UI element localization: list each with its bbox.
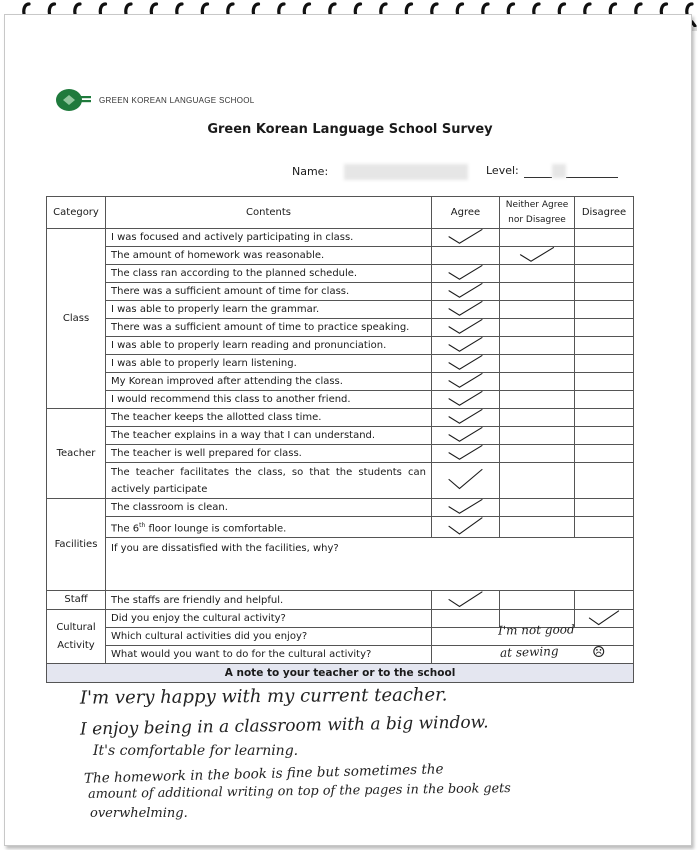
agree-cell[interactable] — [432, 319, 500, 337]
disagree-cell[interactable] — [575, 445, 634, 463]
logo-text: GREEN KOREAN LANGUAGE SCHOOL — [99, 95, 255, 105]
name-label: Name: — [292, 165, 329, 178]
neither-cell[interactable] — [500, 301, 575, 319]
neither-cell[interactable] — [500, 499, 575, 517]
row-text: The staffs are friendly and helpful. — [106, 591, 432, 610]
disagree-cell[interactable] — [575, 591, 634, 610]
disagree-cell[interactable] — [575, 517, 634, 538]
row-text: I was able to properly learn reading and pronunciation. — [106, 337, 432, 355]
neither-cell[interactable] — [500, 463, 575, 499]
category-class: Class — [47, 229, 106, 409]
level-field[interactable] — [486, 164, 618, 178]
row-text: The teacher is well prepared for class. — [106, 445, 432, 463]
disagree-cell[interactable] — [575, 283, 634, 301]
row-text: The amount of homework was reasonable. — [106, 247, 432, 265]
level-label: Level: — [486, 164, 519, 177]
note-line-4: The homework in the book is fine but sometimes the — [83, 761, 444, 787]
row-text: The 6th floor lounge is comfortable. — [106, 517, 432, 538]
row-text: Did you enjoy the cultural activity? — [106, 610, 432, 628]
agree-cell[interactable] — [432, 610, 500, 628]
neither-cell[interactable] — [500, 373, 575, 391]
neither-cell[interactable] — [500, 247, 575, 265]
row-text: There was a sufficient amount of time for class. — [106, 283, 432, 301]
category-teacher: Teacher — [47, 409, 106, 499]
neither-header: Neither Agree nor Disagree — [500, 197, 575, 229]
category-cultural-activity: Cultural Activity — [47, 610, 106, 664]
agree-cell[interactable] — [432, 427, 500, 445]
row-text: There was a sufficient amount of time to practice speaking. — [106, 319, 432, 337]
disagree-cell[interactable] — [575, 247, 634, 265]
agree-cell[interactable] — [432, 517, 500, 538]
contents-header: Contents — [106, 197, 432, 229]
row-text: The teacher keeps the allotted class time. — [106, 409, 432, 427]
disagree-cell[interactable] — [575, 319, 634, 337]
row-text: The class ran according to the planned schedule. — [106, 265, 432, 283]
disagree-cell[interactable] — [575, 301, 634, 319]
disagree-cell[interactable] — [575, 355, 634, 373]
neither-cell[interactable] — [500, 265, 575, 283]
disagree-cell[interactable] — [575, 229, 634, 247]
agree-header: Agree — [432, 197, 500, 229]
survey-table — [46, 196, 634, 683]
agree-cell[interactable] — [432, 247, 500, 265]
agree-cell[interactable] — [432, 499, 500, 517]
agree-cell[interactable] — [432, 283, 500, 301]
disagree-cell[interactable] — [575, 409, 634, 427]
facilities-comment-box[interactable]: If you are dissatisfied with the facilities, why? — [106, 538, 634, 591]
row-text: I was able to properly learn listening. — [106, 355, 432, 373]
neither-cell[interactable] — [500, 391, 575, 409]
note-header: A note to your teacher or to the school — [47, 664, 634, 683]
row-text: The classroom is clean. — [106, 499, 432, 517]
row-text: Which cultural activities did you enjoy? — [106, 628, 432, 646]
agree-cell[interactable] — [432, 229, 500, 247]
agree-cell[interactable] — [432, 265, 500, 283]
disagree-cell[interactable] — [575, 265, 634, 283]
neither-cell[interactable] — [500, 319, 575, 337]
neither-cell[interactable] — [500, 283, 575, 301]
disagree-cell[interactable] — [575, 391, 634, 409]
category-staff: Staff — [47, 591, 106, 610]
agree-cell[interactable] — [432, 591, 500, 610]
note-line-6: overwhelming. — [90, 806, 188, 821]
agree-cell[interactable] — [432, 391, 500, 409]
neither-cell[interactable] — [500, 355, 575, 373]
disagree-cell[interactable] — [575, 499, 634, 517]
row-text: The teacher explains in a way that I can understand. — [106, 427, 432, 445]
school-logo-icon — [55, 88, 93, 112]
note-line-5: amount of additional writing on top of the pages in the book gets — [87, 781, 511, 802]
agree-cell[interactable] — [432, 355, 500, 373]
handwritten-cultural-answer-2: at sewing — [499, 643, 559, 661]
neither-cell[interactable] — [500, 591, 575, 610]
name-redacted — [344, 164, 468, 180]
note-line-3: It's comfortable for learning. — [93, 743, 299, 759]
note-line-2: I enjoy being in a classroom with a big window. — [79, 712, 489, 740]
neither-cell[interactable] — [500, 517, 575, 538]
disagree-cell[interactable] — [575, 373, 634, 391]
name-field[interactable] — [292, 164, 468, 180]
agree-cell[interactable] — [432, 463, 500, 499]
note-line-1: I'm very happy with my current teacher. — [79, 684, 448, 709]
category-header: Category — [47, 197, 106, 229]
school-logo — [55, 88, 255, 112]
category-facilities: Facilities — [47, 499, 106, 591]
agree-cell[interactable] — [432, 301, 500, 319]
disagree-header: Disagree — [575, 197, 634, 229]
disagree-cell[interactable] — [575, 610, 634, 628]
neither-cell[interactable] — [500, 409, 575, 427]
row-text: I was able to properly learn the grammar. — [106, 301, 432, 319]
agree-cell[interactable] — [432, 373, 500, 391]
disagree-cell[interactable] — [575, 427, 634, 445]
row-text: I was focused and actively participating in class. — [106, 229, 432, 247]
row-text: What would you want to do for the cultural activity? — [106, 646, 432, 664]
row-text: My Korean improved after attending the class. — [106, 373, 432, 391]
agree-cell[interactable] — [432, 409, 500, 427]
neither-cell[interactable] — [500, 337, 575, 355]
disagree-cell[interactable] — [575, 463, 634, 499]
page-title: Green Korean Language School Survey — [207, 122, 493, 137]
sad-face-icon: ☹ — [592, 643, 606, 661]
neither-cell[interactable] — [500, 427, 575, 445]
neither-cell[interactable] — [500, 229, 575, 247]
neither-cell[interactable] — [500, 445, 575, 463]
agree-cell[interactable] — [432, 445, 500, 463]
handwritten-cultural-answer-1: I'm not good — [497, 622, 575, 638]
agree-cell[interactable] — [432, 337, 500, 355]
row-text: The teacher facilitates the class, so that the students can actively participate — [106, 463, 432, 499]
disagree-cell[interactable] — [575, 337, 634, 355]
row-text: I would recommend this class to another friend. — [106, 391, 432, 409]
level-redacted — [552, 164, 566, 178]
